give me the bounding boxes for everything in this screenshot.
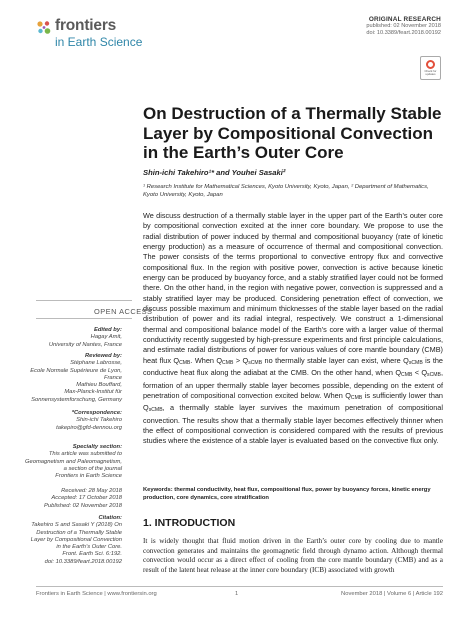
logo-wordmark: frontiers [55, 17, 117, 34]
citation: Citation: Takehiro S and Sasaki Y (2018) On Destruction of a Thermally Stable Layer by Compositional Convection in the Earth’s Outer Core. Front. Earth Sci. 6:192. doi: 10.3389/feart.2018.00192 [30, 515, 122, 565]
introduction-text: It is widely thought that fluid motion driven in the Earth’s outer core by cooling due to mantle convection generates and maintains the geomagnetic field through dynamo action. Although thermal convection would occur as a direct effect of cooling from the core mantle boundary (CMB) and as a result of the latent heat release at the inner core boundary (ICB) associated with growth [143, 537, 443, 574]
article-meta [366, 16, 441, 37]
published-date-side: Published: 02 November 2018 [44, 502, 122, 509]
footer-issue: November 2018 | Volume 6 | Article 192 [341, 591, 443, 597]
journal-logo[interactable] [36, 18, 156, 58]
check-updates-label: Check for updates [424, 69, 437, 76]
check-for-updates-button[interactable] [420, 56, 441, 80]
doi-link[interactable]: doi: 10.3389/feart.2018.00192 [366, 30, 441, 37]
affiliations: ¹ Research Institute for Mathematical Sciences, Kyoto University, Kyoto, Japan, ² Department of Mathematics, Kyoto University, Kyoto, Japan [143, 184, 429, 198]
reviewed-by: Reviewed by: Stéphane Labrosse, Ecole Normale Supérieure de Lyon, France Mathieu Bouffard, Max-Planck-Institut für Sonnensystemforschung, Germany [30, 353, 122, 403]
published-date: published: 02 November 2018 [366, 23, 441, 29]
accepted-date: Accepted: 17 October 2018 [51, 495, 122, 502]
footer-divider [36, 586, 443, 587]
author-list[interactable]: Shin-ichi Takehiro¹* and Youhei Sasaki² [143, 168, 286, 177]
frontiers-logo-icon [36, 20, 52, 36]
sidebar-divider [36, 300, 132, 301]
keywords-label: Keywords: [143, 487, 173, 493]
keywords [143, 486, 443, 502]
reviewer-name[interactable]: Mathieu Bouffard, [76, 382, 122, 389]
page-number: 1 [235, 591, 239, 597]
edited-by: Edited by: Hagay Amit, University of Nantes, France [48, 327, 122, 348]
reviewer-name[interactable]: Stéphane Labrosse, [70, 360, 122, 367]
keywords-list: thermal conductivity, heat flux, compositional flux, power by buoyancy forces, kinetic energy production, core dynamics, core stratification [143, 487, 431, 501]
article-type: ORIGINAL RESEARCH [368, 16, 441, 23]
correspondence-email[interactable]: takepiro@gfd-dennou.org [56, 424, 122, 431]
specialty-section: Specialty section: This article was submitted to Geomagnetism and Paleomagnetism, a section of the journal Frontiers in Earth Science [25, 444, 122, 480]
article-title: On Destruction of a Thermally Stable Layer by Compositional Convection in the Earth’s Outer Core [143, 104, 442, 162]
sidebar-divider [36, 318, 132, 319]
section-heading-introduction: 1. INTRODUCTION [143, 517, 236, 529]
logo-journal-name: in Earth Science [55, 35, 143, 49]
check-updates-icon [426, 60, 435, 69]
open-access-label: OPEN ACCESS [94, 307, 153, 316]
footer-journal-link[interactable]: Frontiers in Earth Science | www.frontiersin.org [36, 591, 157, 597]
abstract: We discuss destruction of a thermally stable layer in the upper part of the Earth’s outer core by compositional convection excited at the inner core boundary. We propose to use the radial distribution of power induced by thermal and compositional buoyancy (rate of kinetic energy production) as a measure of occurrence of thermal and compositional convection. The power consists of the terms proportional to convective entropy flux and convective compositional flux. In the region with positive power, convection is active because kinetic energy can be produced by buoyancy force, and a stably stratified layer could not be formed there. On the other hand, in the region with negative power, convection is suppressed and a stably stratified layer may be produced. Considering penetration effect of convection, we discuss possible maximum and minimum thicknesses of the stable layer based on the radial distribution of power and its radial integral, respectively. We construct a 1-dimensional thermal and compositional balance model of the Earth’s core with a larger value of thermal conductivity recently suggested by high-pressure experiments and first principle calculations, and estimate radial distributions of power for various values of core mantle boundary (CMB) heat flux QCMB. When QCMB > QsCMB no thermally stable layer can exist, where QsCMB is the conductive heat flux along the adiabat at the CMB. On the other hand, when QCMB < QsCMB, formation of an upper thermally stable layer becomes possible, depending on the extent of penetration of compositional convection excited below. When QCMB is sufficiently lower than QsCMB, a thermally stable layer survives the maximum penetration of compositional convection. The results show that a thermally stable layer becomes effectively thinner when the effect of compositional convection is considered compared with the results of previous studies where the existence of a stable layer is evaluated based on the convective flux only. [143, 211, 443, 446]
article-dates [44, 488, 122, 510]
correspondence: *Correspondence: Shin-ichi Takehiro takepiro@gfd-dennou.org [56, 410, 122, 431]
citation-doi-link[interactable]: doi: 10.3389/feart.2018.00192 [44, 558, 122, 565]
editor-name[interactable]: Hagay Amit, [90, 334, 122, 341]
received-date: Received: 28 May 2018 [61, 488, 122, 494]
